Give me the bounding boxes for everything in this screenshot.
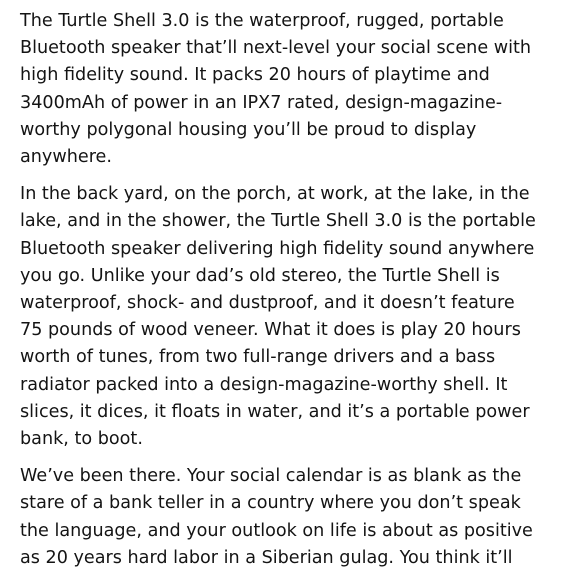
description-paragraph-2: In the back yard, on the porch, at work, at the lake, in the lake, and in the shower, the Turtle Shell 3.0 is the portable Bluetooth speaker delivering high fidelity sound anywhere you go. Unlike your dad’s old stereo, the Turtle Shell is waterproof, shock- and dustproof, and it doesn’t feature 75 pounds of wood veneer. What it does is play 20 hours worth of tunes, from two full-range drivers and a bass radiator packed into a design-magazine-worthy shell. It slices, it dices, it floats in water, and it’s a portable power bank, to boot. [20,184,536,450]
description-paragraph-3: We’ve been there. Your social calendar is as blank as the stare of a bank teller in a country where you don’t speak the language, and your outlook on life is about as positive as 20 years hard labor in a Siberian gulag. You think it’ll [20,466,533,568]
description-paragraph-1: The Turtle Shell 3.0 is the waterproof, rugged, portable Bluetooth speaker that’ll next-level your social scene with high fidelity sound. It packs 20 hours of playtime and 3400mAh of power in an IPX7 rated, design-magazine- worthy polygonal housing you’ll be proud to display anywhere. [20,11,532,168]
